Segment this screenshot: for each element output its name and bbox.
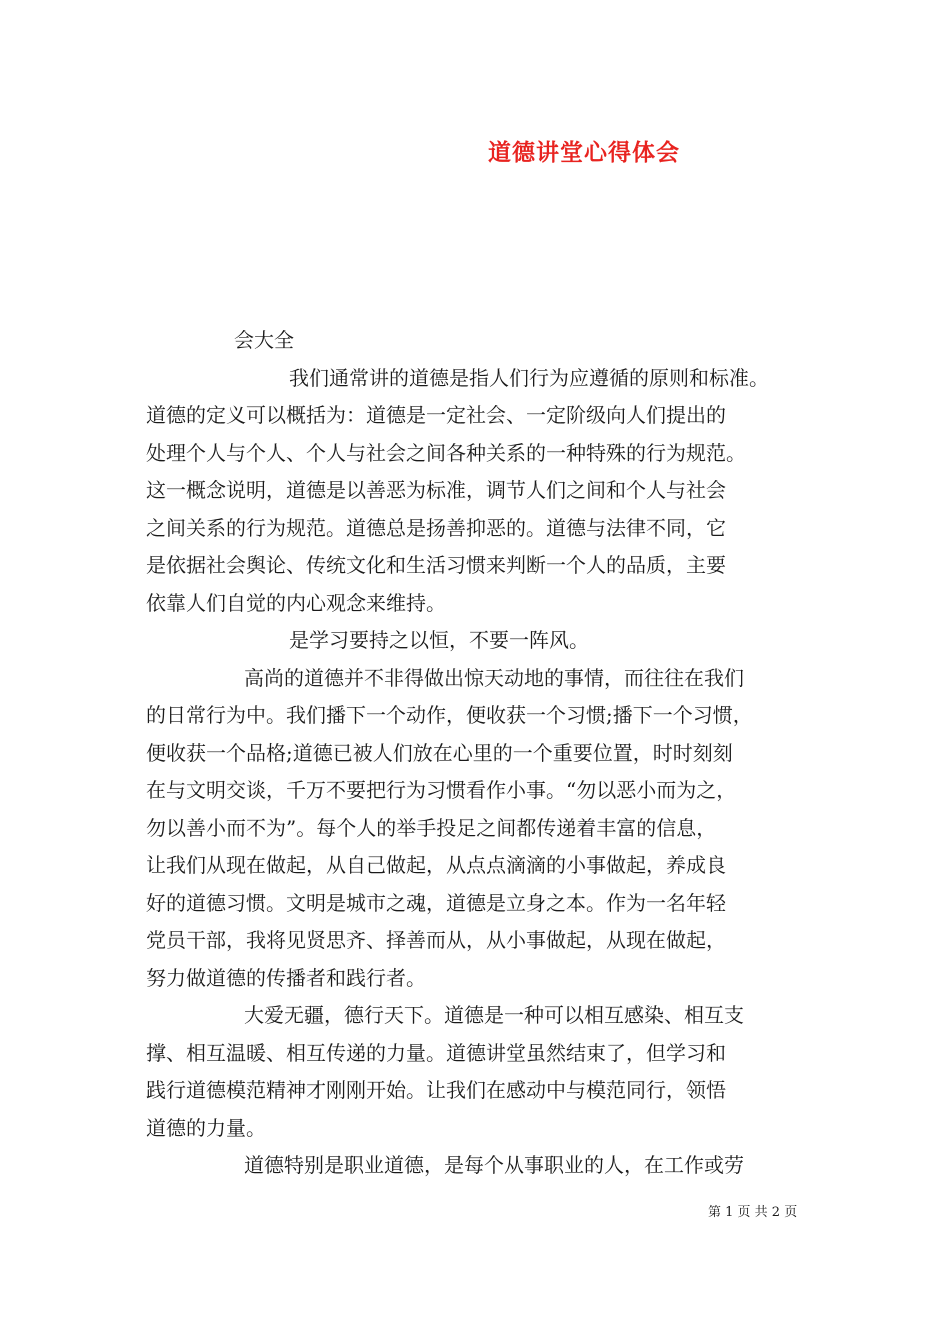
paragraph-line: 处理个人与个人、个人与社会之间各种关系的一种特殊的行为规范。 <box>146 440 746 465</box>
paragraph-line: 让我们从现在做起，从自己做起，从点点滴滴的小事做起，养成良 <box>146 853 726 877</box>
paragraph-line: 道德的定义可以概括为：道德是一定社会、一定阶级向人们提出的 <box>146 403 726 427</box>
paragraph-line: 是学习要持之以恒，不要一阵风。 <box>289 628 589 652</box>
subheading: 会大全 <box>234 328 294 352</box>
paragraph-line: 践行道德模范精神才刚刚开始。让我们在感动中与模范同行，领悟 <box>146 1078 726 1102</box>
paragraph-line: 之间关系的行为规范。道德总是扬善抑恶的。道德与法律不同，它 <box>146 515 726 540</box>
page-footer: 第 1 页 共 2 页 <box>708 1205 798 1220</box>
paragraph-line: 大爱无疆，德行天下。道德是一种可以相互感染、相互支 <box>244 1003 744 1027</box>
paragraph-line: 道德的力量。 <box>146 1115 266 1140</box>
paragraph-4 <box>146 997 826 1147</box>
paragraph-2 <box>146 622 826 660</box>
paragraph-line: 我们通常讲的道德是指人们行为应遵循的原则和标准。 <box>289 365 769 390</box>
paragraph-line: 高尚的道德并不非得做出惊天动地的事情，而往往在我们 <box>244 665 744 690</box>
paragraph-1 <box>146 360 826 623</box>
paragraph-line: 便收获一个品格;道德已被人们放在心里的一个重要位置，时时刻刻 <box>146 740 733 765</box>
paragraph-line: 勿以善小而不为”。每个人的举手投足之间都传递着丰富的信息， <box>146 815 717 840</box>
paragraph-line: 是依据社会舆论、传统文化和生活习惯来判断一个人的品质，主要 <box>146 553 726 577</box>
paragraph-line: 党员干部，我将见贤思齐、择善而从，从小事做起，从现在做起， <box>146 928 726 952</box>
paragraph-line: 依靠人们自觉的内心观念来维持。 <box>146 590 446 615</box>
paragraph-5 <box>146 1147 826 1185</box>
paragraph-line: 努力做道德的传播者和践行者。 <box>146 965 426 990</box>
paragraph-line: 在与文明交谈，千万不要把行为习惯看作小事。“勿以恶小而为之， <box>146 778 737 802</box>
paragraph-line: 撑、相互温暖、相互传递的力量。道德讲堂虽然结束了，但学习和 <box>146 1040 726 1065</box>
paragraph-line: 的日常行为中。我们播下一个动作，便收获一个习惯;播下一个习惯， <box>146 703 753 727</box>
paragraph-3 <box>146 660 826 998</box>
paragraph-line: 好的道德习惯。文明是城市之魂，道德是立身之本。作为一名年轻 <box>146 890 726 915</box>
document-title: 道德讲堂心得体会 <box>488 139 680 166</box>
paragraph-line: 道德特别是职业道德，是每个从事职业的人，在工作或劳 <box>244 1153 744 1177</box>
paragraph-line: 这一概念说明，道德是以善恶为标准，调节人们之间和个人与社会 <box>146 478 726 502</box>
document-body <box>146 322 826 1185</box>
